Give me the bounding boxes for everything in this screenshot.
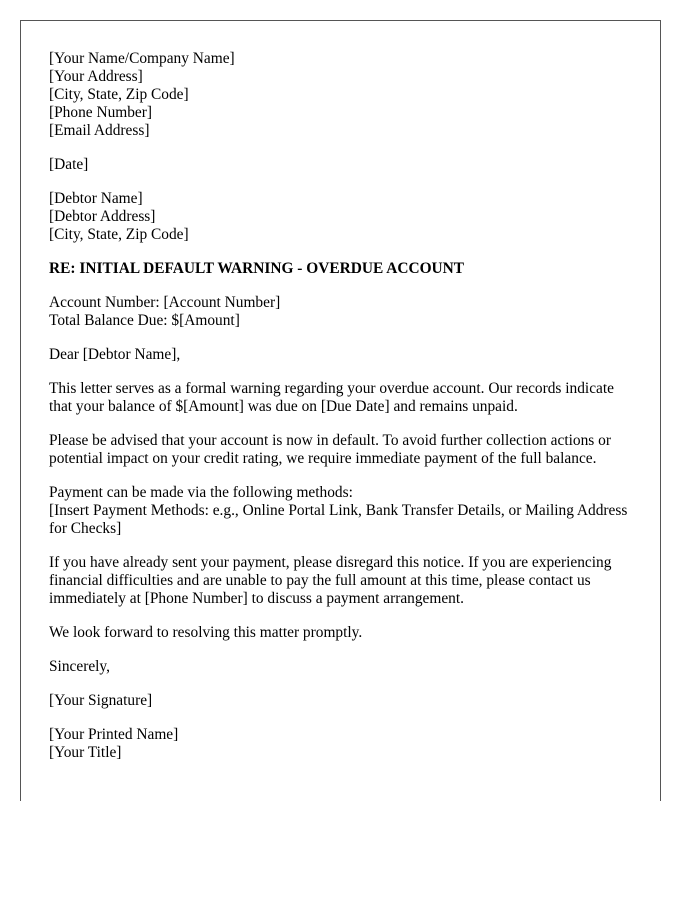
sender-city-state-zip: [City, State, Zip Code] [49, 86, 189, 103]
signer-title: [Your Title] [49, 744, 122, 761]
account-number: Account Number: [Account Number] [49, 294, 281, 311]
total-balance-due: Total Balance Due: $[Amount] [49, 312, 240, 329]
sender-block [49, 50, 632, 140]
signature: [Your Signature] [49, 692, 153, 709]
closing: Sincerely, [49, 658, 110, 675]
subject-line: RE: INITIAL DEFAULT WARNING - OVERDUE ACCOUNT [49, 260, 465, 277]
letter-page [20, 20, 661, 801]
signer-printed-name: [Your Printed Name] [49, 726, 179, 743]
recipient-city-state-zip: [City, State, Zip Code] [49, 226, 189, 243]
sender-name: [Your Name/Company Name] [49, 50, 235, 67]
payment-methods-paragraph [49, 484, 634, 538]
account-block [49, 294, 632, 330]
body-paragraph-4: If you have already sent your payment, please disregard this notice. If you are experiencing financial difficulties and are unable to pay the full amount at this time, please contact us immediately at [Phone Number] to discuss a payment arrangement. [49, 554, 612, 607]
payment-methods-list: [Insert Payment Methods: e.g., Online Portal Link, Bank Transfer Details, or Mailing Address for Checks] [49, 502, 628, 537]
payment-methods-intro: Payment can be made via the following methods: [49, 484, 353, 501]
recipient-address: [Debtor Address] [49, 208, 156, 225]
body-paragraph-5: We look forward to resolving this matter promptly. [49, 624, 363, 641]
letter-date: [Date] [49, 156, 89, 173]
recipient-name: [Debtor Name] [49, 190, 143, 207]
sender-email: [Email Address] [49, 122, 150, 139]
sender-phone: [Phone Number] [49, 104, 153, 121]
sender-address: [Your Address] [49, 68, 143, 85]
signer-block [49, 726, 632, 762]
recipient-block [49, 190, 632, 244]
salutation: Dear [Debtor Name], [49, 346, 181, 363]
date-block [49, 156, 632, 174]
body-paragraph-1: This letter serves as a formal warning regarding your overdue account. Our records indicate that your balance of $[Amount] was due on [Due Date] and remains unpaid. [49, 380, 614, 415]
body-paragraph-2: Please be advised that your account is now in default. To avoid further collection actions or potential impact on your credit rating, we require immediate payment of the full balance. [49, 432, 611, 467]
